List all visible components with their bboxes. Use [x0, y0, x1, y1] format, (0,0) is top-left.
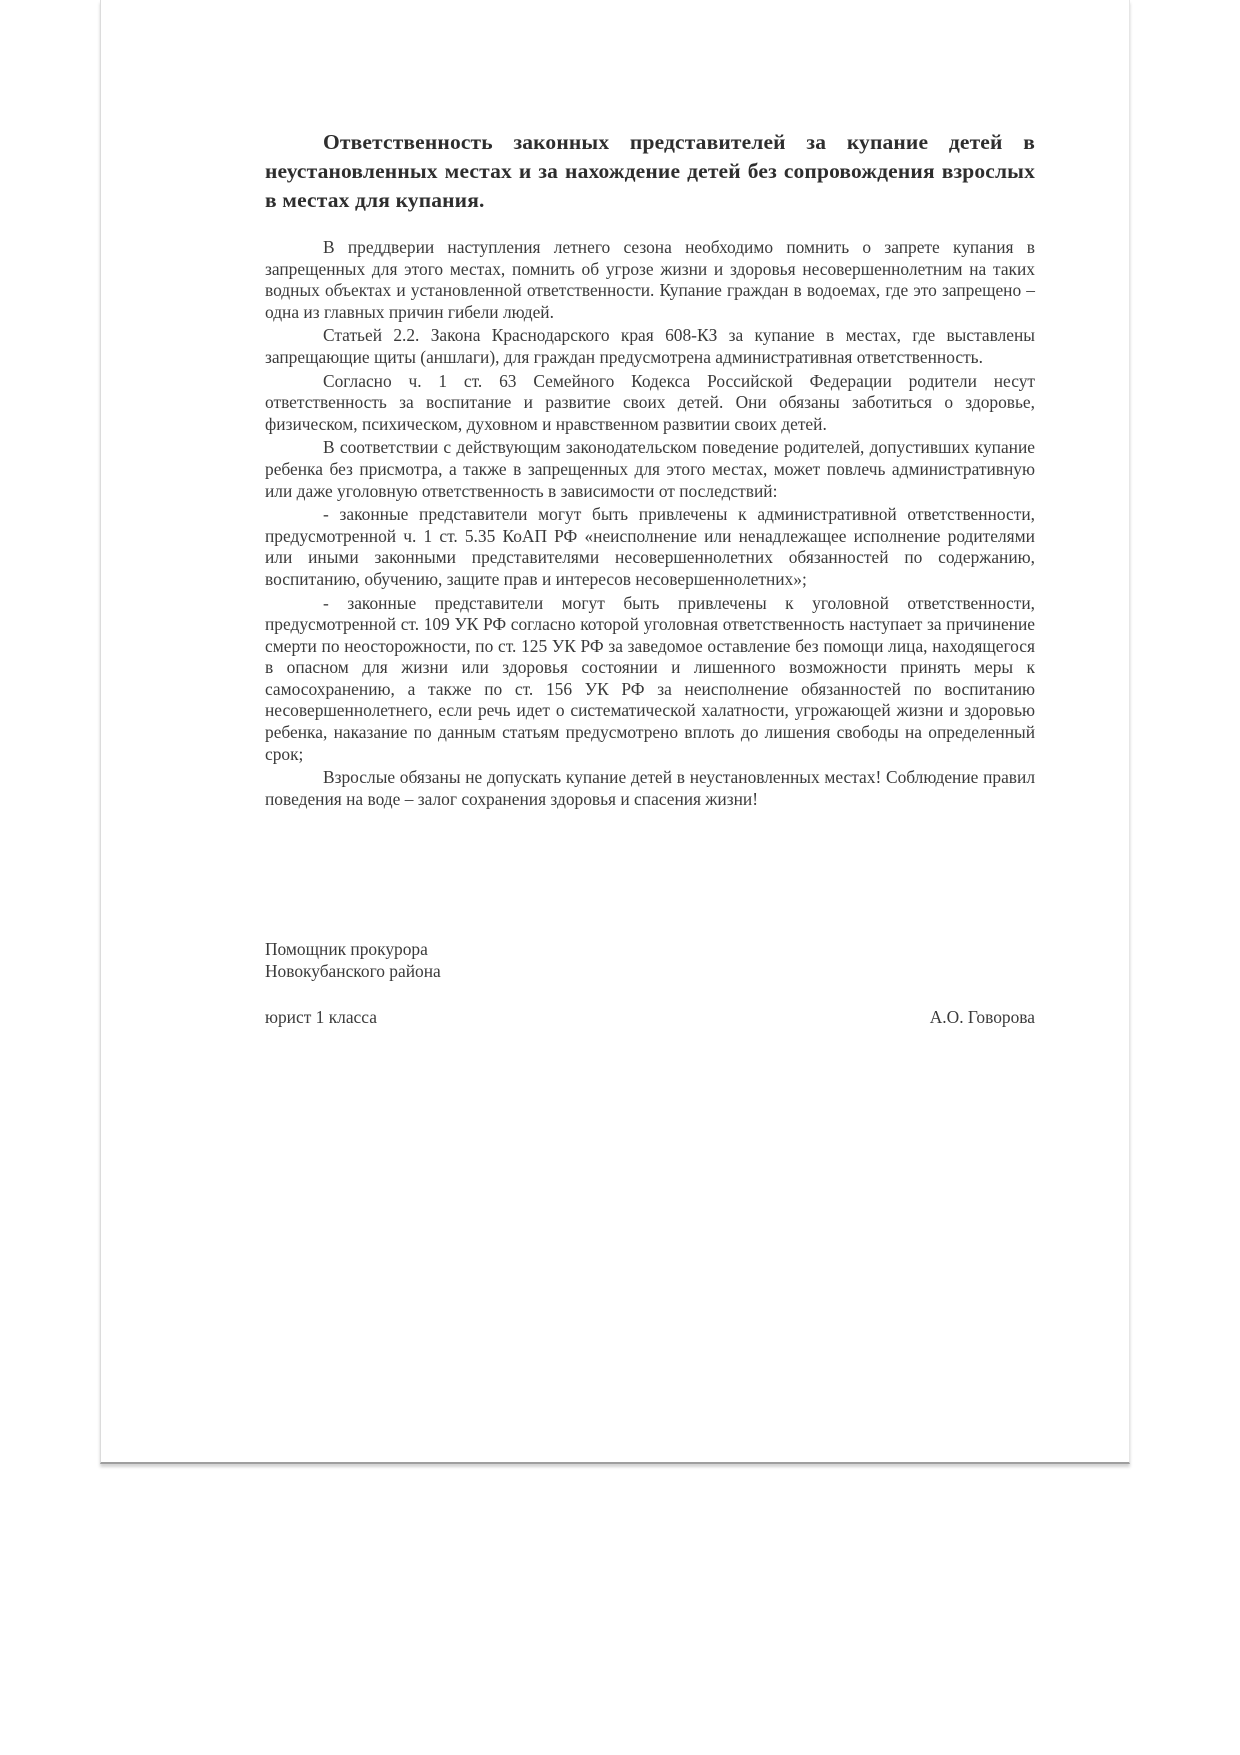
paragraph-regional-law: Статьей 2.2. Закона Краснодарского края 608-КЗ за купание в местах, где выставлены запрещающие щиты (аншлаги), для граждан предусмотрена административная ответственность. [265, 325, 1035, 367]
signature-rank: юрист 1 класса [265, 1007, 377, 1027]
signature-position-line2: Новокубанского района [265, 961, 441, 981]
document-body [265, 128, 1035, 812]
paragraph-conclusion: Взрослые обязаны не допускать купание детей в неустановленных местах! Соблюдение правил поведения на воде – залог сохранения здоровья и спасения жизни! [265, 767, 1035, 809]
paragraph-liability: В соответствии с действующим законодательском поведение родителей, допустивших купание ребенка без присмотра, а также в запрещенных для этого местах, может повлечь административную или даже уголовную ответственность в зависимости от последствий: [265, 437, 1035, 501]
paragraph-family-code: Согласно ч. 1 ст. 63 Семейного Кодекса Российской Федерации родители несут ответственность за воспитание и развитие своих детей. Они обязаны заботиться о здоровье, физическом, психическом, духовном и нравственном развитии своих детей. [265, 370, 1035, 434]
document-title: Ответственность законных представителей за купание детей в неустановленных местах и за нахождение детей без сопровождения взрослых в местах для купания. [265, 130, 1035, 212]
paragraph-criminal: - законные представители могут быть привлечены к уголовной ответственности, предусмотренной ст. 109 УК РФ согласно которой уголовная ответственность наступает за причинение смерти по неосторожности, по ст. 125 УК РФ за заведомое оставление без помощи лица, находящегося в опасном для жизни или здоровья состоянии и лишенного возможности принять меры к самосохранению, а также по ст. 156 УК РФ за неисполнение обязанностей по воспитанию несовершеннолетнего, если речь идет о систематической халатности, угрожающей жизни и здоровью ребенка, наказание по данным статьям предусмотрено вплоть до лишения свободы на определенный срок; [265, 592, 1035, 764]
paragraph-intro: В преддверии наступления летнего сезона необходимо помнить о запрете купания в запрещенных для этого местах, помнить об угрозе жизни и здоровья несовершеннолетним на таких водных объектах и установленной ответственности. Купание граждан в водоемах, где это запрещено – одна из главных причин гибели людей. [265, 237, 1035, 322]
signature-name: А.О. Говорова [929, 1007, 1035, 1027]
signature-position [265, 938, 1035, 982]
signature-row [265, 1006, 1035, 1028]
paragraph-administrative: - законные представители могут быть привлечены к административной ответственности, предусмотренной ч. 1 ст. 5.35 КоАП РФ «неисполнение или ненадлежащее исполнение родителями или иными законными представителями несовершеннолетних обязанностей по содержанию, воспитанию, обучению, защите прав и интересов несовершеннолетних»; [265, 504, 1035, 589]
signature-position-line1: Помощник прокурора [265, 939, 428, 959]
